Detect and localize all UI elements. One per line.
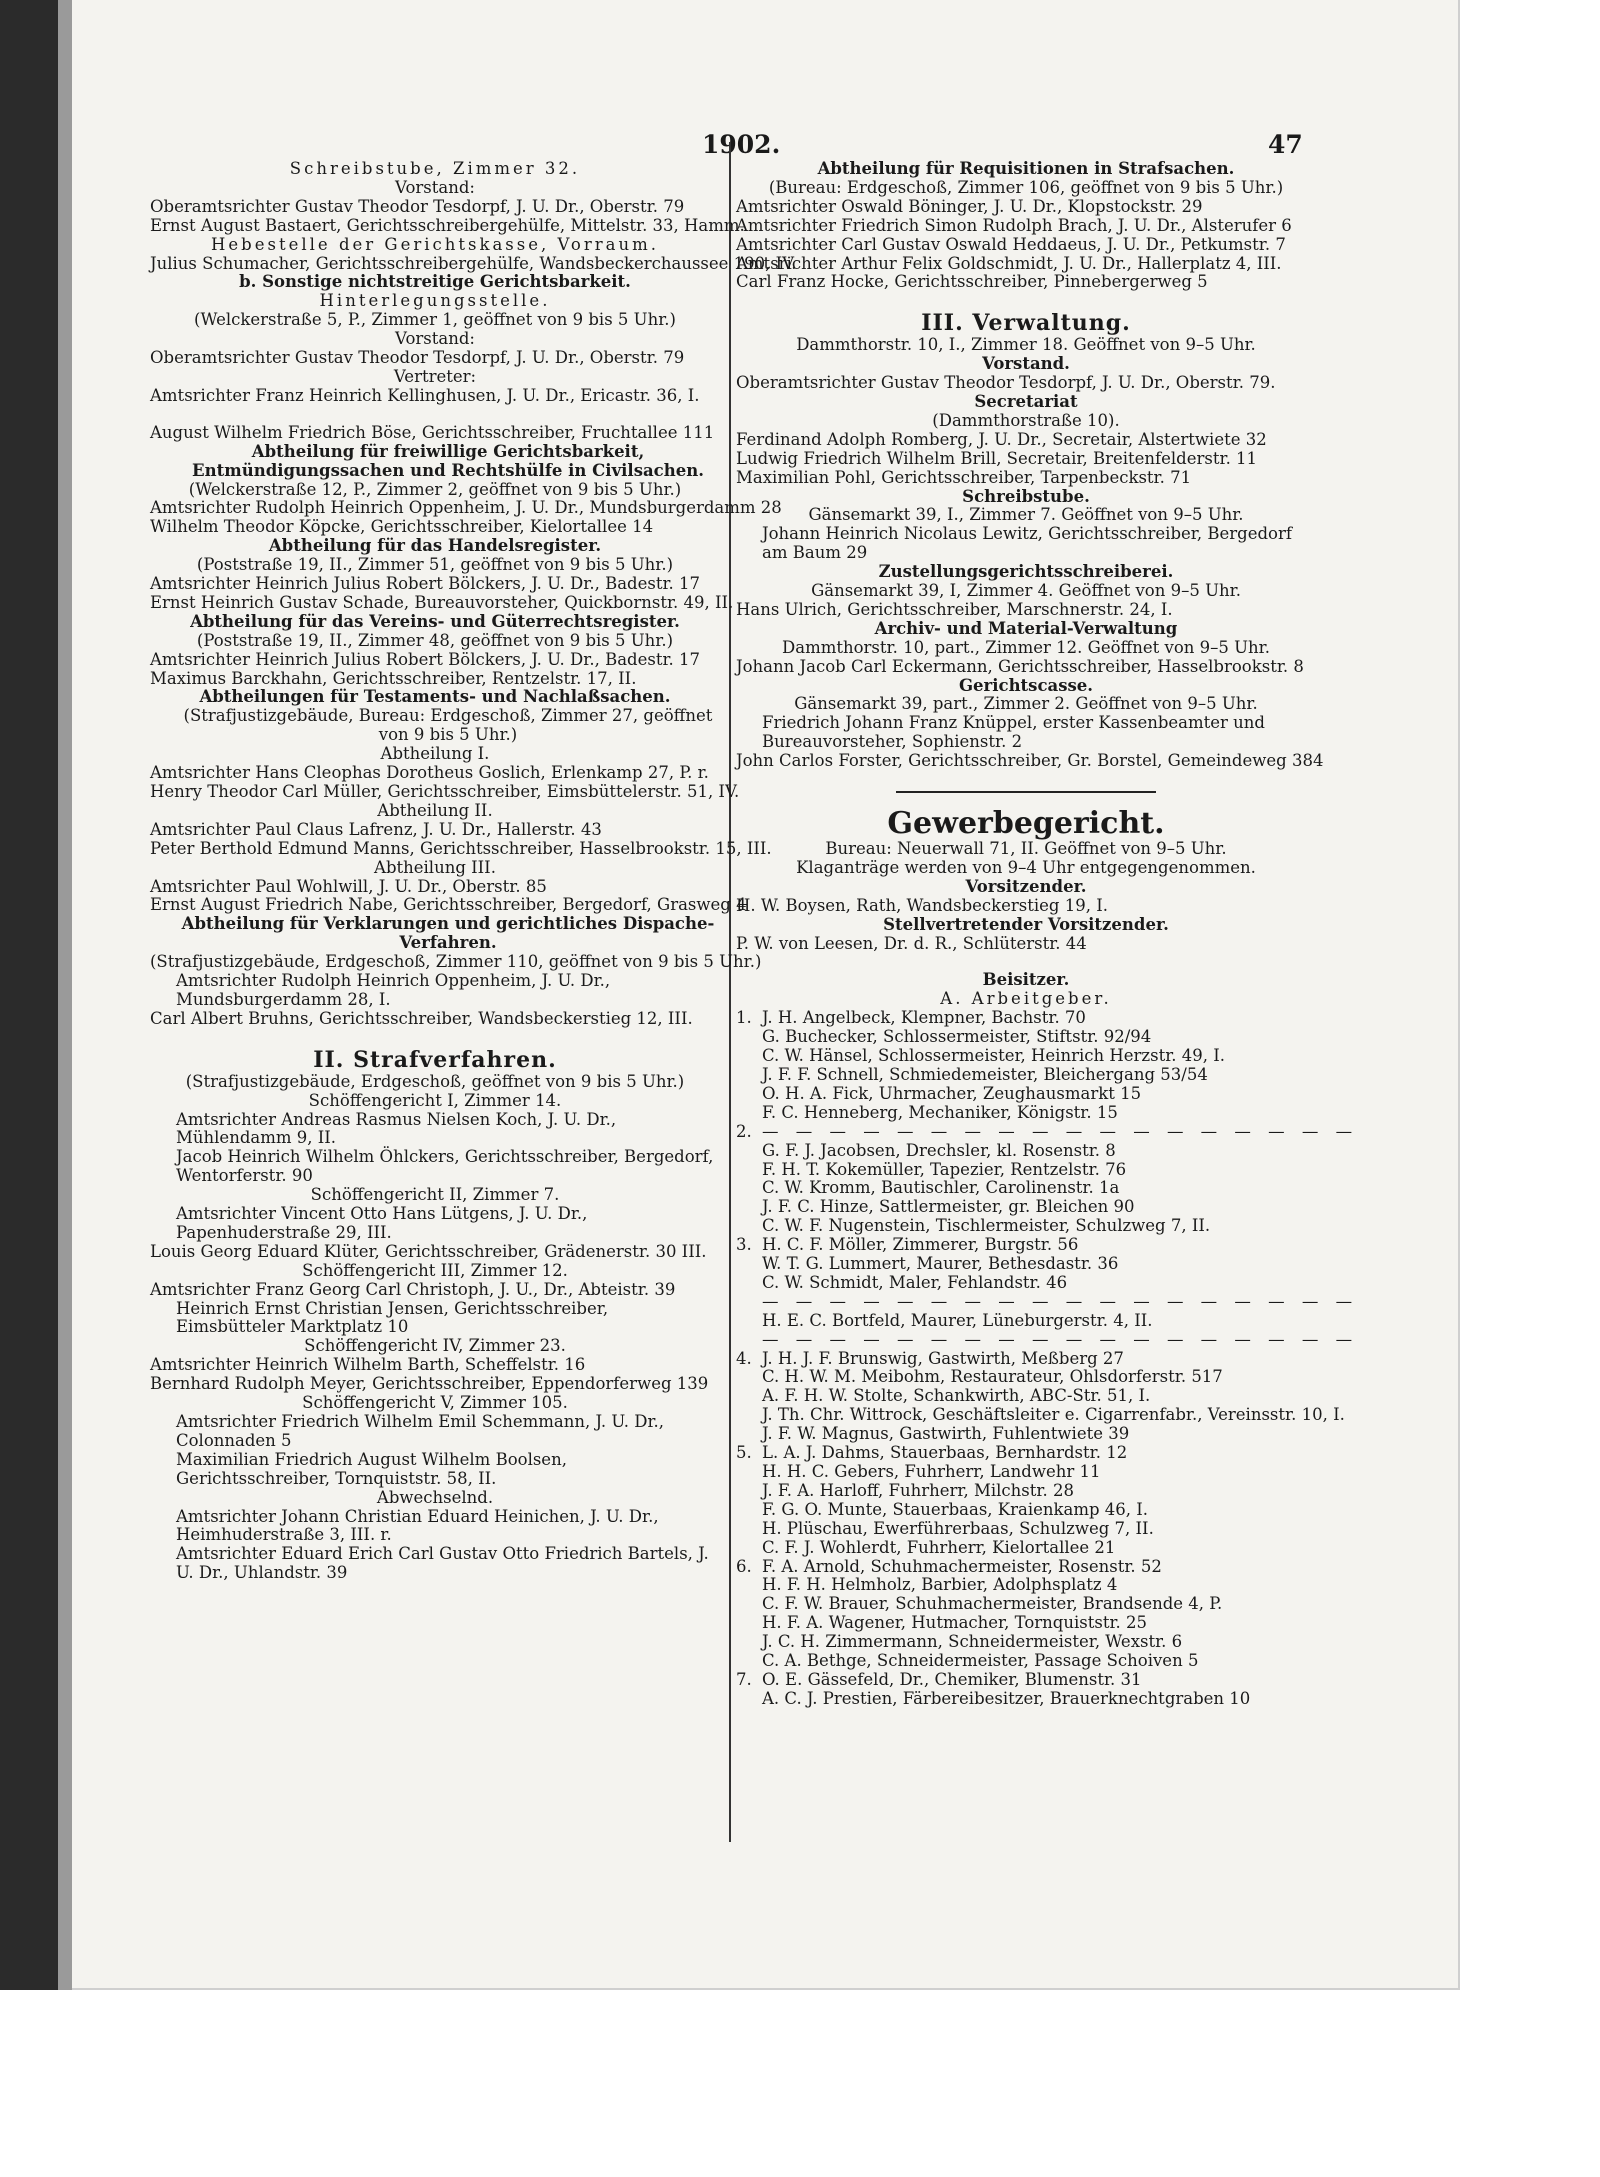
section-heading: Abtheilung für das Vereins- und Güterrechtsregister. [190, 611, 680, 631]
beisitzer-row [736, 1047, 1316, 1066]
entry-line: Schreibstube, Zimmer 32. [289, 159, 581, 178]
entry-line: Gänsemarkt 39, I, Zimmer 4. Geöffnet von 9–5 Uhr. [811, 581, 1241, 601]
beisitzer-entry: F. A. Arnold, Schuhmachermeister, Rosenstr. 52 [762, 1556, 1162, 1576]
vacancy-dashes: — — — — — — — — — — — — — — — — — — [762, 1329, 1359, 1349]
beisitzer-entry: G. F. J. Jacobsen, Drechsler, kl. Rosenstr. 8 [762, 1140, 1116, 1160]
entry-line: Heinrich Ernst Christian Jensen, Gerichtsschreiber, Eimsbütteler Marktplatz 10 [176, 1298, 609, 1337]
beisitzer-row [736, 1425, 1316, 1444]
entry-line: Amtsrichter Heinrich Julius Robert Bölckers, J. U. Dr., Badestr. 17 [150, 649, 701, 669]
beisitzer-entry: O. H. A. Fick, Uhrmacher, Zeughausmarkt 15 [762, 1083, 1142, 1103]
beisitzer-entry: C. F. W. Brauer, Schuhmachermeister, Brandsende 4, P. [762, 1594, 1223, 1614]
entry-line: Hebestelle der Gerichtskasse, Vorraum. [211, 234, 659, 254]
beisitzer-row [736, 1329, 1359, 1350]
beisitzer-entry: H. H. C. Gebers, Fuhrherr, Landwehr 11 [762, 1462, 1101, 1481]
entry-line: Amtsrichter Johann Christian Eduard Heinichen, J. U. Dr., Heimhuderstraße 3, III. r. [176, 1506, 659, 1545]
section-heading: b. Sonstige nichtstreitige Gerichtsbarkeit. [239, 272, 631, 292]
group-number [736, 1198, 762, 1217]
beisitzer-row [736, 1161, 1316, 1180]
entry-line: Schöffengericht IV, Zimmer 23. [304, 1336, 566, 1356]
beisitzer-entry: H. F. A. Wagener, Hutmacher, Tornquiststr. 25 [762, 1613, 1148, 1633]
entry-line: (Bureau: Erdgeschoß, Zimmer 106, geöffnet von 9 bis 5 Uhr.) [768, 177, 1284, 197]
entry-line: Amtsrichter Hans Cleophas Dorotheus Goslich, Erlenkamp 27, P. r. [150, 763, 709, 783]
beisitzer-entry: H. Plüschau, Ewerführerbaas, Schulzweg 7, II. [762, 1518, 1154, 1538]
group-number [736, 1217, 762, 1236]
entry-line: Vorstand: [395, 177, 475, 197]
entry-line: Jacob Heinrich Wilhelm Öhlckers, Gerichtsschreiber, Bergedorf, Wentorferstr. 90 [176, 1147, 714, 1186]
group-number [736, 1614, 762, 1633]
beisitzer-entry: C. W. Kromm, Bautischler, Carolinenstr. 1a [762, 1178, 1120, 1198]
beisitzer-entry: J. H. Angelbeck, Klempner, Bachstr. 70 [762, 1008, 1086, 1028]
group-number [736, 1142, 762, 1161]
group-number [736, 1085, 762, 1104]
group-number [736, 1501, 762, 1520]
entry-line: Amtsrichter Rudolph Heinrich Oppenheim, J. U. Dr., Mundsburgerdamm 28 [150, 498, 782, 518]
beisitzer-entry: J. F. A. Harloff, Fuhrherr, Milchstr. 28 [762, 1480, 1074, 1500]
group-number [736, 1387, 762, 1406]
section-heading: Abtheilung für Requisitionen in Strafsachen. [817, 159, 1235, 178]
entry-line: Dammthorstr. 10, I., Zimmer 18. Geöffnet von 9–5 Uhr. [796, 335, 1256, 355]
entry-line: Amtsrichter Andreas Rasmus Nielsen Koch, J. U. Dr., Mühlendamm 9, II. [176, 1109, 617, 1148]
entry-line: Abtheilung I. [380, 744, 490, 764]
vacancy-dashes: — — — — — — — — — — — — — — — — — — [762, 1121, 1359, 1141]
beisitzer-row [736, 1028, 1316, 1047]
beisitzer-entry: C. H. W. M. Meibohm, Restaurateur, Ohlsdorferstr. 517 [762, 1367, 1223, 1387]
entry-line: Amtsrichter Eduard Erich Carl Gustav Otto Friedrich Bartels, J. U. Dr., Uhlandstr. 39 [176, 1544, 709, 1583]
beisitzer-row [736, 1614, 1316, 1633]
entry-line: Amtsrichter Heinrich Julius Robert Bölckers, J. U. Dr., Badestr. 17 [150, 574, 701, 594]
group-number: 3. [736, 1235, 752, 1255]
section-heading: Abtheilung für das Handelsregister. [268, 536, 602, 556]
entry-line: Oberamtsrichter Gustav Theodor Tesdorpf, J. U. Dr., Oberstr. 79. [736, 373, 1276, 393]
entry-line: Amtsrichter Paul Wohlwill, J. U. Dr., Oberstr. 85 [150, 876, 547, 896]
entry-line: (Welckerstraße 5, P., Zimmer 1, geöffnet von 9 bis 5 Uhr.) [194, 310, 676, 330]
beisitzer-row [736, 1274, 1316, 1293]
entry-line: (Welckerstraße 12, P., Zimmer 2, geöffnet von 9 bis 5 Uhr.) [188, 479, 682, 499]
beisitzer-row [736, 1690, 1316, 1709]
entry-line: Julius Schumacher, Gerichtsschreibergehülfe, Wandsbeckerchaussee 190, IV. [150, 253, 797, 273]
entry-line: Oberamtsrichter Gustav Theodor Tesdorpf, J. U. Dr., Oberstr. 79 [150, 196, 685, 216]
section-rule [896, 791, 1156, 793]
right-column-sections [736, 159, 1324, 1009]
entry-line: (Strafjustizgebäude, Bureau: Erdgeschoß, Zimmer 27, geöffnet von 9 bis 5 Uhr.) [183, 706, 713, 745]
group-number: 1. [736, 1008, 752, 1028]
group-number [736, 1576, 762, 1595]
group-number [736, 1312, 762, 1331]
beisitzer-row [736, 1463, 1316, 1482]
entry-line: (Strafjustizgebäude, Erdgeschoß, Zimmer 110, geöffnet von 9 bis 5 Uhr.) [150, 952, 762, 972]
entry-line: (Dammthorstraße 10). [932, 410, 1120, 430]
group-number [736, 1274, 762, 1293]
entry-line: Vertreter: [393, 366, 477, 386]
entry-line: Maximus Barckhahn, Gerichtsschreiber, Rentzelstr. 17, II. [150, 668, 637, 688]
beisitzer-entry: F. H. T. Kokemüller, Tapezier, Rentzelstr. 76 [762, 1159, 1127, 1179]
beisitzer-entry: J. Th. Chr. Wittrock, Geschäftsleiter e. Cigarrenfabr., Vereinsstr. 10, I. [762, 1405, 1345, 1425]
entry-line: Maximilian Friedrich August Wilhelm Boolsen, Gerichtsschreiber, Tornquiststr. 58, II. [176, 1449, 567, 1488]
entry-line: Hans Ulrich, Gerichtsschreiber, Marschnerstr. 24, I. [736, 599, 1173, 619]
beisitzer-entry: J. F. W. Magnus, Gastwirth, Fuhlentwiete 39 [762, 1424, 1130, 1444]
beisitzer-row [736, 1539, 1316, 1558]
beisitzer-entry: H. F. H. Helmholz, Barbier, Adolphsplatz 4 [762, 1575, 1118, 1595]
beisitzer-row [736, 1198, 1316, 1217]
page-number: 47 [1268, 130, 1303, 159]
beisitzer-entry: C. F. J. Wohlerdt, Fuhrherr, Kielortallee 21 [762, 1537, 1116, 1557]
group-number [736, 1539, 762, 1558]
entry-line: Schöffengericht I, Zimmer 14. [308, 1090, 562, 1110]
group-number: 5. [736, 1443, 752, 1463]
entry-line: Dammthorstr. 10, part., Zimmer 12. Geöffnet von 9–5 Uhr. [782, 637, 1270, 657]
entry-line: Schöffengericht III, Zimmer 12. [302, 1260, 568, 1280]
page-year: 1902. [702, 130, 781, 159]
spacer [150, 1029, 720, 1047]
beisitzer-row [736, 1633, 1316, 1652]
section-heading: III. Verwaltung. [921, 310, 1131, 337]
group-number [736, 1161, 762, 1180]
beisitzer-row [736, 1387, 1316, 1406]
group-number [736, 1652, 762, 1671]
beisitzer-entry: J. H. J. F. Brunswig, Gastwirth, Meßberg 27 [762, 1348, 1124, 1368]
section-heading: Abtheilung für freiwillige Gerichtsbarkeit, Entmündigungssachen und Rechtshülfe in Civilsachen. [192, 441, 704, 480]
entry-line: Ernst August Bastaert, Gerichtsschreibergehülfe, Mittelstr. 33, Hamm. [150, 215, 745, 235]
group-number [736, 1595, 762, 1614]
section-heading: Vorstand. [982, 354, 1070, 374]
group-number [736, 1066, 762, 1085]
beisitzer-entry: A. C. J. Prestien, Färbereibesitzer, Brauerknechtgraben 10 [762, 1688, 1251, 1708]
scan-page-fold [58, 0, 72, 1990]
entry-line: (Strafjustizgebäude, Erdgeschoß, geöffnet von 9 bis 5 Uhr.) [185, 1071, 685, 1091]
entry-line: Johann Heinrich Nicolaus Lewitz, Gerichtsschreiber, Bergedorf am Baum 29 [762, 524, 1292, 563]
beisitzer-row [736, 1217, 1316, 1236]
beisitzer-row [736, 1066, 1316, 1085]
entry-line: Amtsrichter Friedrich Wilhelm Emil Schemmann, J. U. Dr., Colonnaden 5 [176, 1412, 665, 1450]
entry-line: Carl Franz Hocke, Gerichtsschreiber, Pinnebergerweg 5 [736, 272, 1208, 292]
section-heading: Abtheilungen für Testaments- und Nachlaßsachen. [199, 687, 671, 707]
beisitzer-row [736, 1009, 1316, 1028]
beisitzer-row [736, 1142, 1316, 1161]
entry-line: Amtsrichter Arthur Felix Goldschmidt, J. U. Dr., Hallerplatz 4, III. [736, 253, 1282, 273]
beisitzer-entry: J. C. H. Zimmermann, Schneidermeister, Wexstr. 6 [762, 1632, 1183, 1652]
entry-line: (Poststraße 19, II., Zimmer 51, geöffnet von 9 bis 5 Uhr.) [196, 555, 674, 575]
entry-line: Ferdinand Adolph Romberg, J. U. Dr., Secretair, Alstertwiete 32 [736, 429, 1267, 449]
group-number [736, 1463, 762, 1482]
entry-line: Amtsrichter Franz Heinrich Kellinghusen, J. U. Dr., Ericastr. 36, I. [150, 385, 700, 405]
beisitzer-row [736, 1558, 1316, 1577]
section-heading: Archiv- und Material-Verwaltung [874, 618, 1178, 638]
group-number [736, 1690, 762, 1709]
beisitzer-entry: J. F. F. Schnell, Schmiedemeister, Bleichergang 53/54 [762, 1064, 1208, 1084]
entry-line: Peter Berthold Edmund Manns, Gerichtsschreiber, Hasselbrookstr. 15, III. [150, 838, 772, 858]
entry-line: Vorstand: [395, 329, 475, 349]
group-number [736, 1406, 762, 1425]
right-column [736, 159, 1359, 1709]
entry-line: August Wilhelm Friedrich Böse, Gerichtsschreiber, Fruchtallee 111 [150, 422, 715, 442]
group-number [736, 1255, 762, 1274]
beisitzer-row [736, 1576, 1316, 1595]
section-heading: Secretariat [974, 391, 1078, 411]
entry-line: John Carlos Forster, Gerichtsschreiber, Gr. Borstel, Gemeindeweg 384 [736, 751, 1324, 771]
entry-line: Amtsrichter Oswald Böninger, J. U. Dr., Klopstockstr. 29 [736, 196, 1203, 216]
group-number [736, 1179, 762, 1198]
section-heading: II. Strafverfahren. [313, 1046, 557, 1073]
beisitzer-entry: H. E. C. Bortfeld, Maurer, Lüneburgerstr. 4, II. [762, 1310, 1153, 1330]
beisitzer-entry: J. F. C. Hinze, Sattlermeister, gr. Bleichen 90 [762, 1197, 1135, 1217]
entry-line: Friedrich Johann Franz Knüppel, erster Kassenbeamter und Bureauvorsteher, Sophienstr. 2 [762, 713, 1265, 752]
beisitzer-row [736, 1291, 1359, 1312]
group-number [736, 1520, 762, 1539]
entry-line: Gänsemarkt 39, I., Zimmer 7. Geöffnet von 9–5 Uhr. [808, 505, 1244, 525]
beisitzer-entry: H. C. F. Möller, Zimmerer, Burgstr. 56 [762, 1235, 1079, 1255]
section-heading: Vorsitzender. [965, 876, 1087, 896]
section-heading: Zustellungsgerichtsschreiberei. [878, 562, 1174, 582]
group-number: 2. [736, 1121, 752, 1141]
entry-line: Ludwig Friedrich Wilhelm Brill, Secretair, Breitenfelderstr. 11 [736, 448, 1258, 468]
beisitzer-row [736, 1520, 1316, 1539]
beisitzer-entry: C. W. Hänsel, Schlossermeister, Heinrich Herzstr. 49, I. [762, 1046, 1226, 1066]
vacancy-dashes: — — — — — — — — — — — — — — — — — — [762, 1291, 1359, 1311]
group-number [736, 1425, 762, 1444]
beisitzer-entry: G. Buchecker, Schlossermeister, Stiftstr. 92/94 [762, 1027, 1152, 1047]
entry-line: Carl Albert Bruhns, Gerichtsschreiber, Wandsbeckerstieg 12, III. [150, 1008, 693, 1028]
group-number: 6. [736, 1556, 752, 1576]
entry-line: Ernst August Friedrich Nabe, Gerichtsschreiber, Bergedorf, Grasweg 4 [150, 895, 747, 915]
group-number [736, 1293, 762, 1312]
spacer [150, 406, 720, 424]
group-number [736, 1368, 762, 1387]
entry-line: Abtheilung III. [374, 857, 496, 877]
spacer [736, 292, 1316, 310]
beisitzer-entry: F. C. Henneberg, Mechaniker, Königstr. 15 [762, 1102, 1118, 1122]
beisitzer-row [736, 1405, 1345, 1425]
entry-line: Klaganträge werden von 9–4 Uhr entgegengenommen. [796, 857, 1256, 877]
group-number: 4. [736, 1348, 752, 1368]
entry-line: Amtsrichter Rudolph Heinrich Oppenheim, J. U. Dr., Mundsburgerdamm 28, I. [176, 971, 611, 1009]
entry-line: Abwechselnd. [376, 1487, 494, 1507]
entry-line: Henry Theodor Carl Müller, Gerichtsschreiber, Eimsbüttelerstr. 51, IV. [150, 782, 740, 801]
entry-line: Hinterlegungsstelle. [319, 291, 551, 311]
beisitzer-entry: W. T. G. Lummert, Maurer, Bethesdastr. 36 [762, 1254, 1119, 1274]
beisitzer-entry: C. W. F. Nugenstein, Tischlermeister, Schulzweg 7, II. [762, 1216, 1211, 1236]
entry-line: Wilhelm Theodor Köpcke, Gerichtsschreiber, Kielortallee 14 [150, 517, 654, 537]
section-heading: Gewerbegericht. [887, 806, 1165, 842]
beisitzer-row [736, 1312, 1316, 1331]
entry-line: Schöffengericht V, Zimmer 105. [302, 1393, 568, 1413]
group-number [736, 1633, 762, 1652]
beisitzer-row [736, 1236, 1316, 1255]
entry-line: Amtsrichter Heinrich Wilhelm Barth, Scheffelstr. 16 [150, 1355, 586, 1375]
beisitzer-row [736, 1255, 1316, 1274]
beisitzer-entry: L. A. J. Dahms, Stauerbaas, Bernhardstr. 12 [762, 1443, 1128, 1463]
group-number [736, 1104, 762, 1123]
group-number [736, 1028, 762, 1047]
entry-line: Bureau: Neuerwall 71, II. Geöffnet von 9–5 Uhr. [825, 839, 1227, 858]
spacer [736, 953, 1316, 971]
beisitzer-row [736, 1350, 1316, 1369]
beisitzer-list [736, 1008, 1359, 1709]
section-heading: Stellvertretender Vorsitzender. [883, 914, 1169, 934]
group-number: 7. [736, 1669, 752, 1689]
beisitzer-entry: A. F. H. W. Stolte, Schankwirth, ABC-Str. 51, I. [762, 1386, 1151, 1406]
beisitzer-entry: C. W. Schmidt, Maler, Fehlandstr. 46 [762, 1272, 1068, 1292]
entry-line: Bernhard Rudolph Meyer, Gerichtsschreiber, Eppendorferweg 139 [150, 1374, 709, 1394]
entry-line: Oberamtsrichter Gustav Theodor Tesdorpf, J. U. Dr., Oberstr. 79 [150, 348, 685, 368]
entry-line: Louis Georg Eduard Klüter, Gerichtsschreiber, Grädenerstr. 30 III. [150, 1241, 707, 1261]
entry-line: Schöffengericht II, Zimmer 7. [310, 1185, 560, 1205]
left-column [150, 159, 797, 1583]
entry-line: Maximilian Pohl, Gerichtsschreiber, Tarpenbeckstr. 71 [736, 467, 1192, 487]
beisitzer-row [736, 1368, 1316, 1387]
beisitzer-entry: O. E. Gässefeld, Dr., Chemiker, Blumenstr. 31 [762, 1669, 1142, 1689]
section-heading: Gerichtscasse. [958, 675, 1094, 695]
beisitzer-row [736, 1501, 1316, 1520]
section-heading: Schreibstube. [962, 486, 1090, 506]
entry-line: Gänsemarkt 39, part., Zimmer 2. Geöffnet von 9–5 Uhr. [794, 694, 1258, 714]
beisitzer-row [736, 1121, 1359, 1142]
beisitzer-row [736, 1085, 1316, 1104]
beisitzer-row [736, 1482, 1316, 1501]
entry-line: Amtsrichter Franz Georg Carl Christoph, J. U., Dr., Abteistr. 39 [150, 1279, 676, 1299]
entry-line: Amtsrichter Friedrich Simon Rudolph Brach, J. U. Dr., Alsterufer 6 [736, 215, 1292, 235]
beisitzer-row [736, 1179, 1316, 1198]
entry-line: H. W. Boysen, Rath, Wandsbeckerstieg 19, I. [736, 895, 1108, 915]
beisitzer-row [736, 1652, 1316, 1671]
beisitzer-row [736, 1104, 1316, 1123]
group-number [736, 1331, 762, 1350]
beisitzer-entry: C. A. Bethge, Schneidermeister, Passage Schoiven 5 [762, 1651, 1199, 1671]
beisitzer-row [736, 1595, 1316, 1614]
section-heading: Abtheilung für Verklarungen und gerichtliches Dispache-Verfahren. [181, 914, 715, 953]
group-number [736, 1047, 762, 1066]
entry-line: Amtsrichter Carl Gustav Oswald Heddaeus, J. U. Dr., Petkumstr. 7 [736, 234, 1286, 254]
entry-line: P. W. von Leesen, Dr. d. R., Schlüterstr. 44 [736, 933, 1087, 953]
entry-line: (Poststraße 19, II., Zimmer 48, geöffnet von 9 bis 5 Uhr.) [196, 630, 674, 650]
entry-line: A. Arbeitgeber. [940, 989, 1112, 1009]
beisitzer-row [736, 1444, 1316, 1463]
beisitzer-row [736, 1671, 1316, 1690]
entry-line: Amtsrichter Paul Claus Lafrenz, J. U. Dr., Hallerstr. 43 [150, 819, 602, 839]
entry-line: Ernst Heinrich Gustav Schade, Bureauvorsteher, Quickbornstr. 49, II. [150, 592, 734, 612]
beisitzer-entry: F. G. O. Munte, Stauerbaas, Kraienkamp 46, I. [762, 1499, 1149, 1519]
entry-line: Amtsrichter Vincent Otto Hans Lütgens, J. U. Dr., Papenhuderstraße 29, III. [176, 1204, 588, 1242]
section-heading: Beisitzer. [982, 970, 1070, 990]
entry-line: Abtheilung II. [377, 800, 493, 820]
entry-line: Johann Jacob Carl Eckermann, Gerichtsschreiber, Hasselbrookstr. 8 [736, 656, 1304, 676]
column-divider [729, 142, 731, 1842]
group-number [736, 1482, 762, 1501]
